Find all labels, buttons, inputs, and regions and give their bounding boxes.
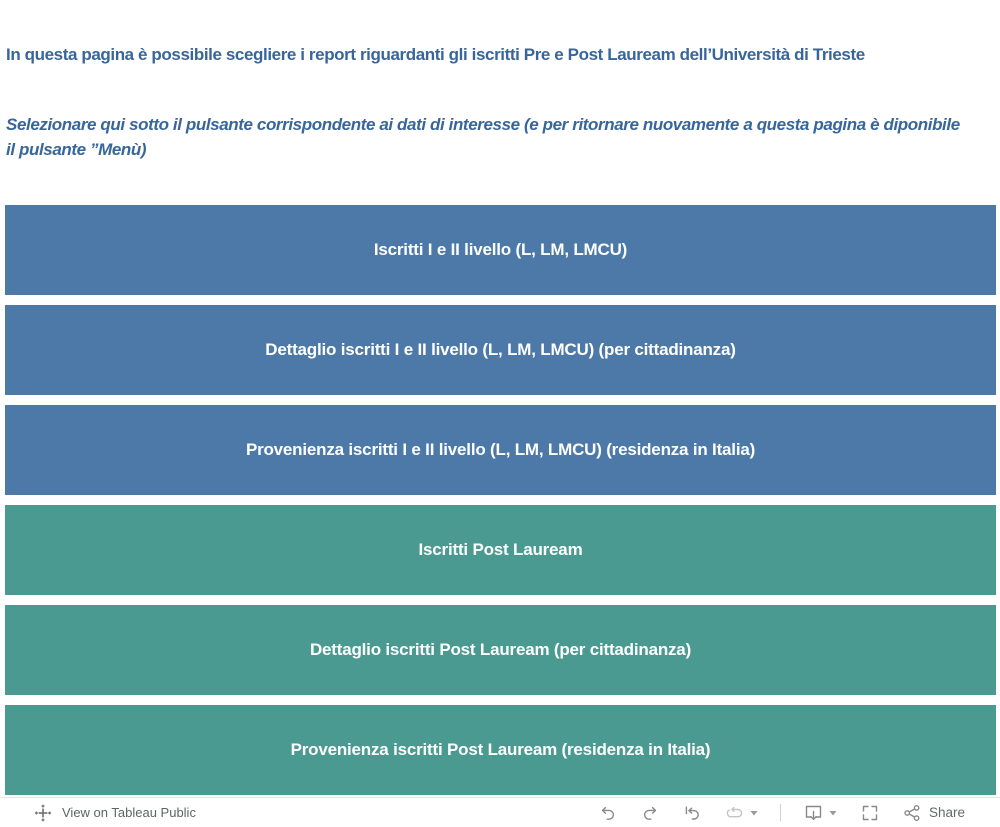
- toolbar-divider: [780, 804, 781, 821]
- instructions-text: Selezionare qui sotto il pulsante corrispondente ai dati di interesse (e per ritornare nuovamente a questa pagina è diponibile il pulsante ”Menù): [6, 115, 960, 159]
- refresh-caret-icon: [749, 808, 759, 818]
- button-provenienza-iscritti-post-lauream[interactable]: Provenienza iscritti Post Lauream (residenza in Italia): [5, 705, 996, 795]
- share-label: Share: [928, 805, 965, 820]
- tableau-logo-icon: [33, 803, 53, 823]
- view-on-tableau-public-link[interactable]: [33, 803, 196, 823]
- menu-buttons: [5, 205, 996, 795]
- replay-button[interactable]: [671, 799, 713, 827]
- display-download-button[interactable]: [791, 799, 849, 827]
- undo-button[interactable]: [587, 799, 629, 827]
- share-button[interactable]: [891, 799, 976, 827]
- share-icon: [902, 803, 922, 823]
- refresh-icon: [724, 803, 745, 823]
- fullscreen-icon: [860, 803, 880, 823]
- button-provenienza-iscritti-1-2-livello[interactable]: Provenienza iscritti I e II livello (L, LM, LMCU) (residenza in Italia): [5, 405, 996, 495]
- fullscreen-button[interactable]: [849, 799, 891, 827]
- refresh-button[interactable]: [713, 799, 770, 827]
- redo-button[interactable]: [629, 799, 671, 827]
- footer-toolbar: [587, 799, 976, 827]
- view-on-tableau-public-label: View on Tableau Public: [62, 805, 196, 820]
- button-iscritti-post-lauream[interactable]: Iscritti Post Lauream: [5, 505, 996, 595]
- display-download-caret-icon: [828, 808, 838, 818]
- intro-text: In questa pagina è possibile scegliere i report riguardanti gli iscritti Pre e Post Lauream dell’Università di Trieste: [6, 45, 865, 64]
- display-download-icon: [802, 802, 824, 824]
- button-dettaglio-iscritti-1-2-livello[interactable]: Dettaglio iscritti I e II livello (L, LM, LMCU) (per cittadinanza): [5, 305, 996, 395]
- button-dettaglio-iscritti-post-lauream[interactable]: Dettaglio iscritti Post Lauream (per cittadinanza): [5, 605, 996, 695]
- undo-icon: [598, 803, 618, 823]
- replay-icon: [682, 803, 702, 823]
- redo-icon: [640, 803, 660, 823]
- button-iscritti-1-2-livello[interactable]: Iscritti I e II livello (L, LM, LMCU): [5, 205, 996, 295]
- tableau-footer-bar: [0, 797, 1000, 827]
